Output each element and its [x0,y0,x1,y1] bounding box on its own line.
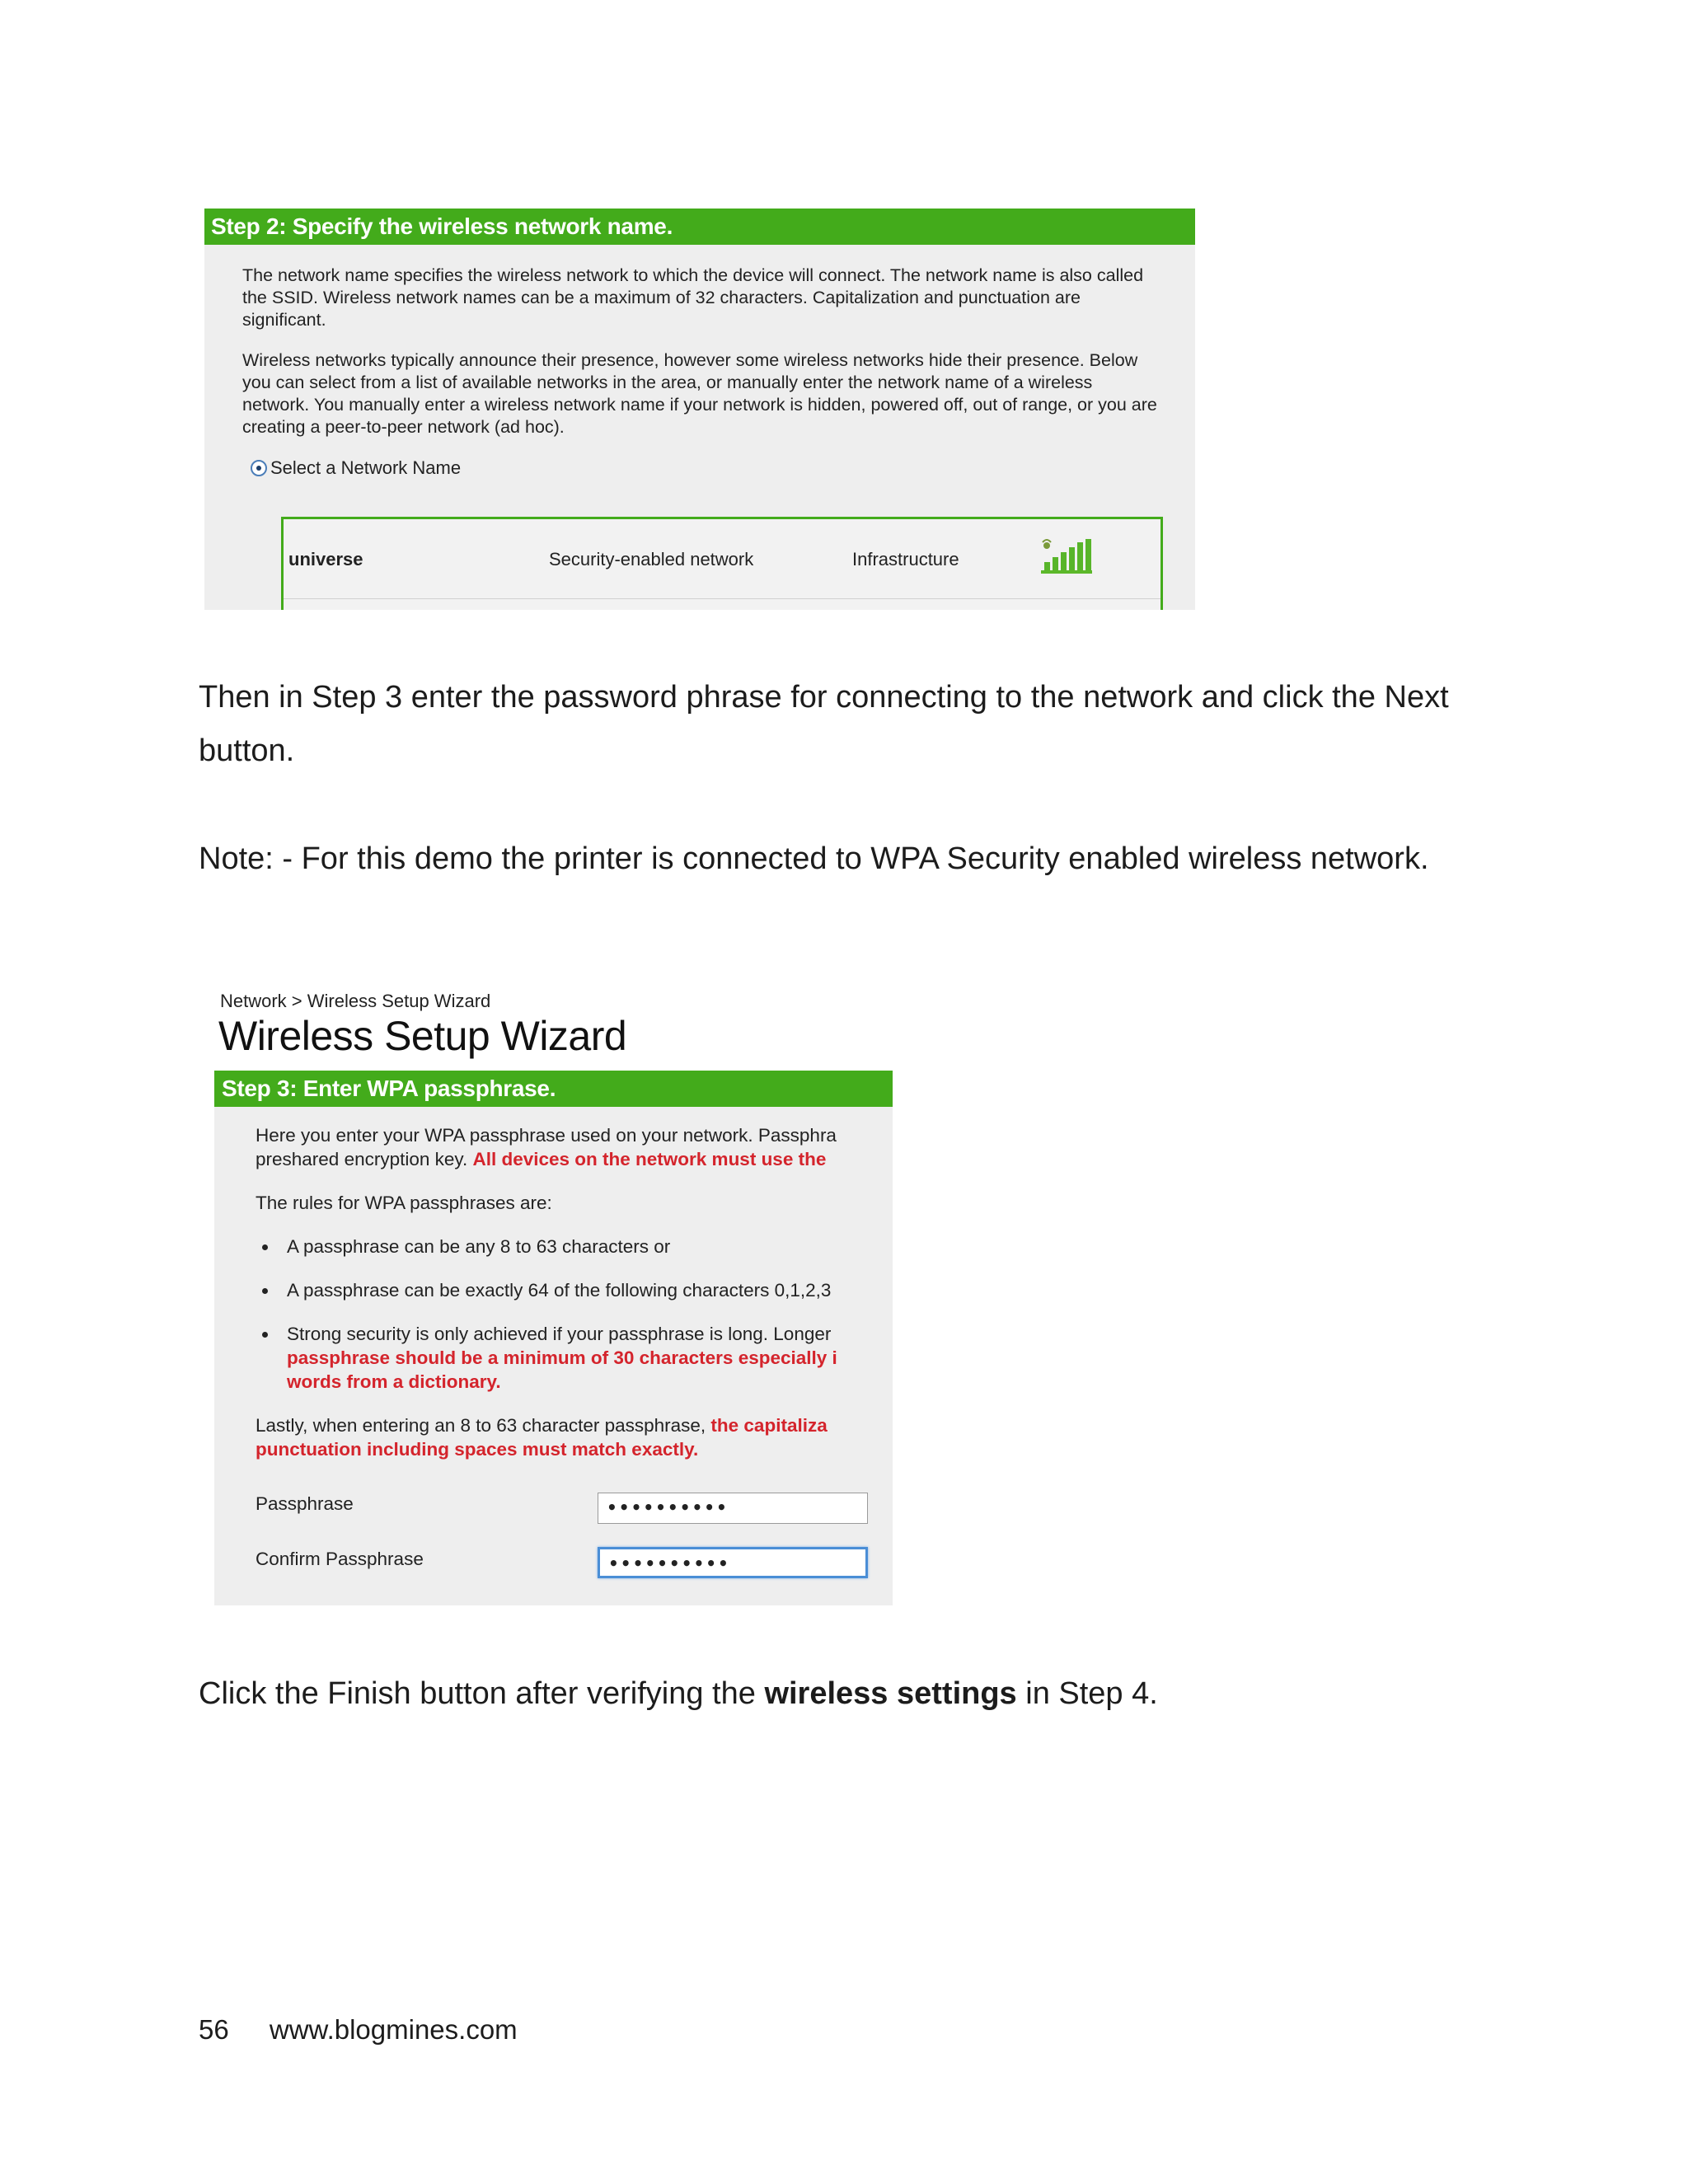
network-row[interactable] [284,519,1160,599]
page-number: 56 [199,2014,229,2045]
passphrase-label: Passphrase [256,1493,354,1514]
step2-paragraph-1: The network name specifies the wireless network to which the device will connect. The network name is also called the SSID. Wireless network names can be a maximum of 32 characters. Capitalization and punctuation are significant. [242,265,1144,330]
rule-bullet-2: A passphrase can be exactly 64 of the following characters 0,1,2,3 [256,1278,893,1302]
step2-header: Step 2: Specify the wireless network name. [204,209,1195,245]
network-name: universe [288,549,363,569]
network-security: Security-enabled network [549,549,754,569]
paragraph-note: Note: - For this demo the printer is connected to WPA Security enabled wireless network. [199,841,1429,876]
step3-header: Step 3: Enter WPA passphrase. [214,1071,893,1107]
finish-text-after: in Step 4. [1016,1676,1158,1711]
finish-text-before: Click the Finish button after verifying the [199,1676,765,1711]
step2-paragraph-2: Wireless networks typically announce their presence, however some wireless networks hide their presence. Below you can select from a list of available networks in the area, or manually enter the network name of a wireless network. You manually enter a wireless network name if your network is hidden, powered off, out of range, or you are creating a peer-to-peer network (ad hoc). [242,350,1157,437]
rules-heading: The rules for WPA passphrases are: [256,1193,552,1213]
confirm-passphrase-label: Confirm Passphrase [256,1549,424,1569]
intro-line-1: Here you enter your WPA passphrase used on your network. Passphra [256,1125,837,1146]
rule-bullet-1: A passphrase can be any 8 to 63 characters or [256,1235,893,1258]
rule-bullet-3-warning-2: words from a dictionary. [287,1371,501,1392]
page-title: Wireless Setup Wizard [218,1013,627,1059]
step3-panel [214,1071,893,1605]
rule-bullet-3-plain: Strong security is only achieved if your passphrase is long. Longer [287,1324,832,1344]
passphrase-input[interactable]: •••••••••• [598,1493,868,1524]
confirm-passphrase-input[interactable]: •••••••••• [598,1547,868,1578]
lastly-warning-1: the capitaliza [710,1415,828,1436]
rule-bullet-3 [256,1322,893,1394]
footer-site-link[interactable]: www.blogmines.com [269,2014,518,2045]
network-mode: Infrastructure [852,549,959,569]
paragraph-finish [199,1667,1484,1721]
select-network-radio-row[interactable] [251,457,1157,479]
finish-text-bold: wireless settings [764,1676,1017,1711]
select-network-label: Select a Network Name [270,457,462,478]
page-footer [199,2014,518,2046]
lastly-plain: Lastly, when entering an 8 to 63 character passphrase, [256,1415,711,1436]
rule-bullet-3-warning-1: passphrase should be a minimum of 30 characters especially i [287,1347,837,1368]
radio-selected-icon[interactable] [251,460,267,476]
intro-line-2-plain: preshared encryption key. [256,1149,473,1169]
breadcrumb[interactable]: Network > Wireless Setup Wizard [220,991,491,1011]
signal-strength-icon [1039,537,1094,575]
intro-line-2-warning: All devices on the network must use the [472,1149,827,1169]
intro-line-2 [256,1147,893,1171]
step3-screenshot [212,982,893,1605]
step2-body [204,245,1157,479]
lastly-line-1 [256,1413,893,1437]
step3-body [256,1123,893,1461]
network-list [281,517,1163,610]
step2-screenshot [204,209,1195,610]
lastly-warning-2: punctuation including spaces must match exactly. [256,1439,699,1460]
paragraph-step3-instructions: Then in Step 3 enter the password phrase for connecting to the network and click the Next button. [199,680,1449,768]
